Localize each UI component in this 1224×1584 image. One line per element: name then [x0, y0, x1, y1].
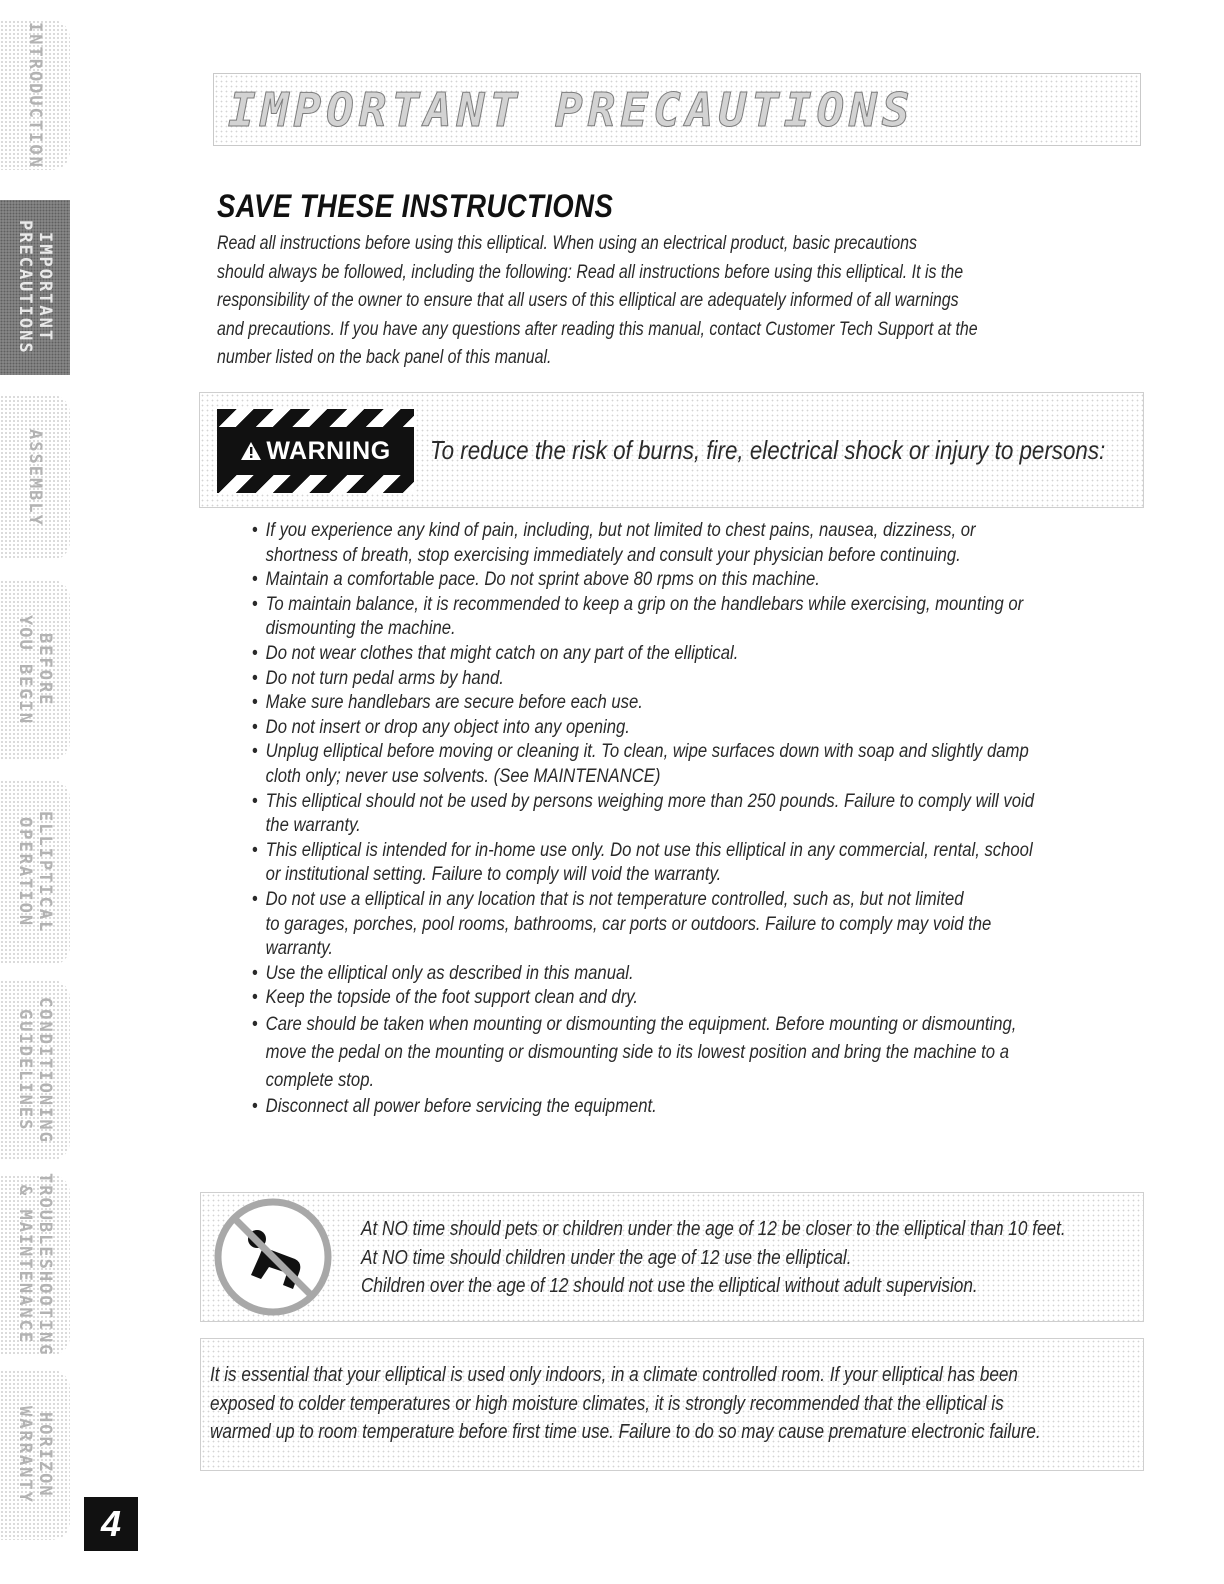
list-item: • Unplug elliptical before moving or cleaning it. To clean, wipe surfaces down with soap and slightly damp cloth only; never use solvents. (See MAINTENANCE) [252, 740, 1029, 787]
sidetab-label: ASSEMBLY [25, 428, 45, 527]
indoor-notice-box [200, 1338, 1144, 1471]
list-item: • Do not wear clothes that might catch on any part of the elliptical. [252, 641, 739, 664]
list-item: • Do not turn pedal arms by hand. [252, 666, 504, 689]
page-title: IMPORTANT PRECAUTIONS [228, 82, 915, 137]
notice-line: At NO time should children under the age of 12 use the elliptical. [361, 1246, 852, 1269]
warning-triangle-icon [240, 441, 262, 461]
sidetab-label: ELLIPTICAL OPERATION [15, 811, 55, 934]
intro-line: and precautions. If you have any questions after reading this manual, contact Customer Tech Support at the [217, 318, 978, 340]
hazard-stripes-top [217, 409, 414, 427]
notice-line: It is essential that your elliptical is used only indoors, in a climate controlled room. If your elliptical has been [210, 1364, 1018, 1386]
sidetab-important-precautions[interactable] [0, 200, 70, 375]
warning-sign [217, 409, 414, 493]
sidetab-label: INTRODUCTION [25, 21, 45, 169]
list-item: • Use the elliptical only as described in this manual. [252, 961, 634, 984]
sidetab-label: BEFORE YOU BEGIN [15, 614, 55, 726]
list-item: • Disconnect all power before servicing the equipment. [252, 1094, 657, 1117]
notice-line: warmed up to room temperature before first time use. Failure to do so may cause premature electronic failure. [210, 1421, 1041, 1443]
warning-text: To reduce the risk of burns, fire, electrical shock or injury to persons: [430, 435, 1106, 465]
warning-box [199, 392, 1144, 508]
sidetab-label: TROUBLESHOOTING & MAINTENANCE [15, 1173, 55, 1357]
sidetab-conditioning-guidelines[interactable] [0, 980, 70, 1160]
sidetab-label: HORIZON WARRANTY [15, 1406, 55, 1504]
precautions-list [252, 518, 1141, 1118]
warning-label [217, 431, 414, 471]
list-item: • Care should be taken when mounting or dismounting the equipment. Before mounting or dismounting, move the pedal on the mounting or dismounting side to its lowest position and bring the machine to a complete stop. [252, 1012, 1017, 1091]
sidetab-label: CONDITIONING GUIDELINES [15, 996, 55, 1144]
notice-line: At NO time should pets or children under the age of 12 be closer to the elliptical than 10 feet. [361, 1218, 1066, 1240]
notice-line: Children over the age of 12 should not use the elliptical without adult supervision. [361, 1275, 978, 1297]
intro-line: number listed on the back panel of this manual. [217, 347, 552, 368]
intro-line: responsibility of the owner to ensure that all users of this elliptical are adequately informed of all warnings [217, 290, 959, 311]
list-item: • To maintain balance, it is recommended to keep a grip on the handlebars while exercising, mounting or dismounting the machine. [252, 592, 1024, 640]
list-item: • Do not insert or drop any object into any opening. [252, 715, 630, 738]
intro-paragraph [217, 230, 1131, 373]
sidetab-introduction[interactable] [0, 20, 70, 170]
hazard-stripes-bottom [217, 475, 414, 493]
list-item: • Do not use a elliptical in any location that is not temperature controlled, such as, but not limited to garages, porches, pool rooms, bathrooms, car ports or outdoors. Failure to comply may void the warranty. [252, 887, 992, 960]
notice-line: exposed to colder temperatures or high moisture climates, it is strongly recommended that the elliptical is [210, 1392, 1004, 1415]
intro-line: should always be followed, including the following: Read all instructions before using this elliptical. It is the [217, 261, 964, 283]
list-item: • If you experience any kind of pain, including, but not limited to chest pains, nausea, dizziness, or shortness of breath, stop exercising immediately and consult your physician before continuing. [252, 519, 976, 566]
list-item: • Keep the topside of the foot support clean and dry. [252, 986, 638, 1009]
list-item: • Maintain a comfortable pace. Do not sprint above 80 rpms on this machine. [252, 568, 820, 591]
sidetab-before-you-begin[interactable] [0, 580, 70, 760]
title-banner [213, 73, 1141, 146]
list-item: • This elliptical should not be used by persons weighing more than 250 pounds. Failure to comply will void the warranty. [252, 789, 1034, 837]
children-notice-box [200, 1192, 1144, 1322]
sidetab-label: IMPORTANT PRECAUTIONS [15, 220, 55, 355]
intro-line: Read all instructions before using this elliptical. When using an electrical product, basic precautions [217, 233, 917, 254]
sidetab-elliptical-operation[interactable] [0, 780, 70, 965]
indoor-notice-text [210, 1361, 1041, 1447]
sidetab-assembly[interactable] [0, 395, 70, 560]
no-children-icon [213, 1197, 333, 1317]
children-notice-text [361, 1215, 1066, 1301]
list-item: • This elliptical is intended for in-home use only. Do not use this elliptical in any commercial, rental, school or institutional setting. Failure to comply will void the warranty. [252, 838, 1033, 886]
section-heading: SAVE THESE INSTRUCTIONS [217, 188, 614, 224]
sidetab-horizon-warranty[interactable] [0, 1370, 70, 1540]
list-item: • Make sure handlebars are secure before each use. [252, 691, 643, 714]
warning-word: WARNING [266, 436, 391, 465]
page-number: 4 [84, 1497, 138, 1551]
sidetab-troubleshooting-maintenance[interactable] [0, 1175, 70, 1355]
